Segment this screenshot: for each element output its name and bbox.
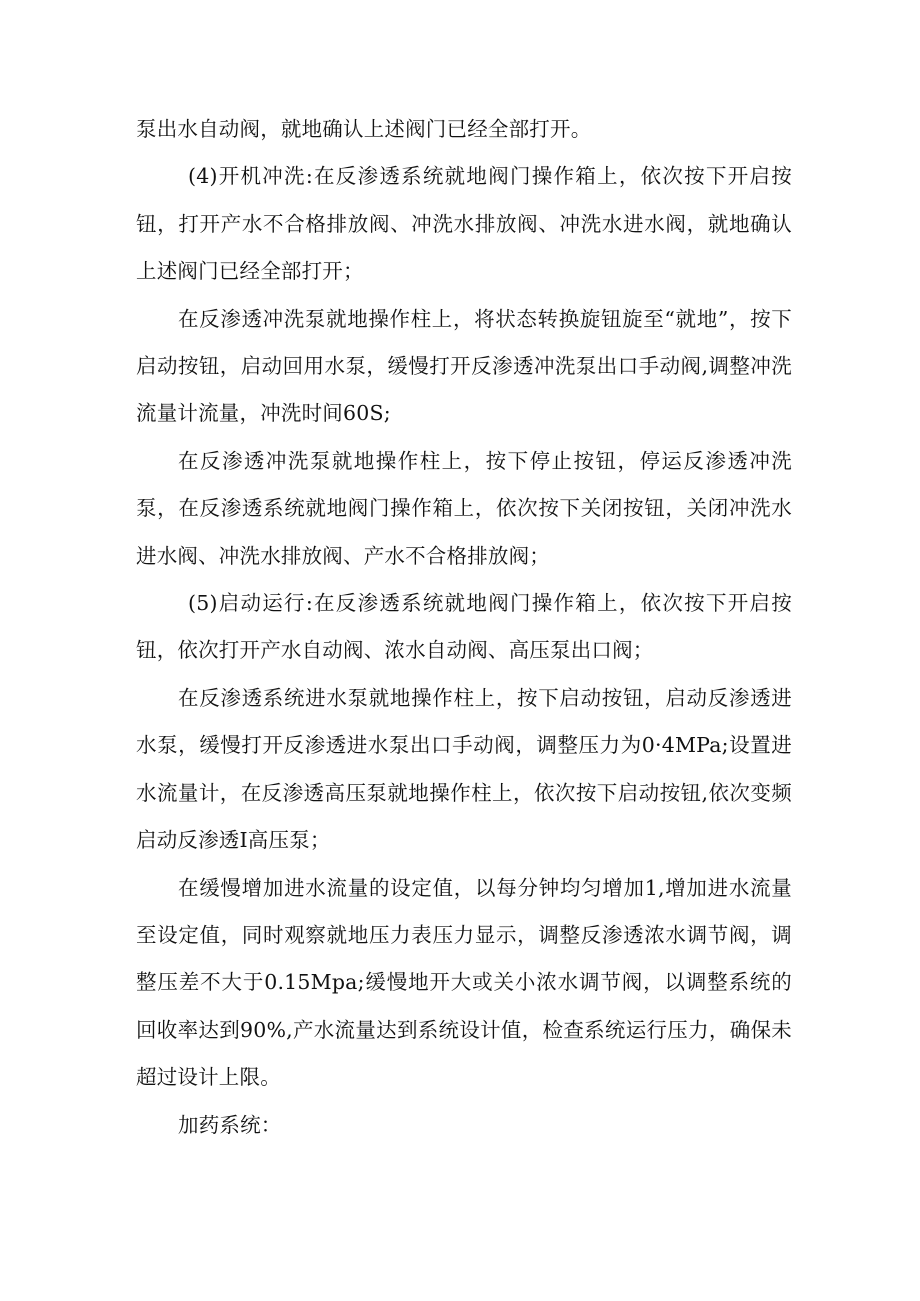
paragraph-step-4-flush: (4)开机冲洗:在反渗透系统就地阀门操作箱上，依次按下开启按钮，打开产水不合格排放阀、冲洗水排放阀、冲洗水进水阀，就地确认上述阀门已经全部打开； <box>136 164 792 284</box>
section-heading-dosing-system: 加药系统： <box>178 1112 282 1137</box>
paragraph-feed-pump: 在反渗透系统进水泵就地操作柱上，按下启动按钮，启动反渗透进水泵，缓慢打开反渗透进水泵出口手动阀，调整压力为0·4MPa;设置进水流量计，在反渗透高压泵就地操作柱上，依次按下启动按钮,依次变频启动反渗透I高压泵； <box>136 685 792 853</box>
paragraph-flush-pump-start: 在反渗透冲洗泵就地操作柱上，将状态转换旋钮旋至“就地”，按下启动按钮，启动回用水泵，缓慢打开反渗透冲洗泵出口手动阀,调整冲洗流量计流量，冲洗时间60S; <box>136 306 792 426</box>
paragraph-step-5-start-run: (5)启动运行:在反渗透系统就地阀门操作箱上，依次按下开启按钮，依次打开产水自动阀、浓水自动阀、高压泵出口阀； <box>136 591 792 663</box>
paragraph-continuation: 泵出水自动阀，就地确认上述阀门已经全部打开。 <box>136 117 592 141</box>
document-body <box>136 106 792 1149</box>
paragraph-flush-pump-stop: 在反渗透冲洗泵就地操作柱上，按下停止按钮，停运反渗透冲洗泵，在反渗透系统就地阀门操作箱上，依次按下关闭按钮，关闭冲洗水进水阀、冲洗水排放阀、产水不合格排放阀； <box>136 448 792 568</box>
paragraph-flow-adjust: 在缓慢增加进水流量的设定值，以每分钟均匀增加1,增加进水流量至设定值，同时观察就地压力表压力显示，调整反渗透浓水调节阀，调整压差不大于0.15Mpa;缓慢地开大或关小浓水调节阀，以调整系统的回收率达到90%,产水流量达到系统设计值，检查系统运行压力，确保未超过设计上限。 <box>136 875 792 1090</box>
